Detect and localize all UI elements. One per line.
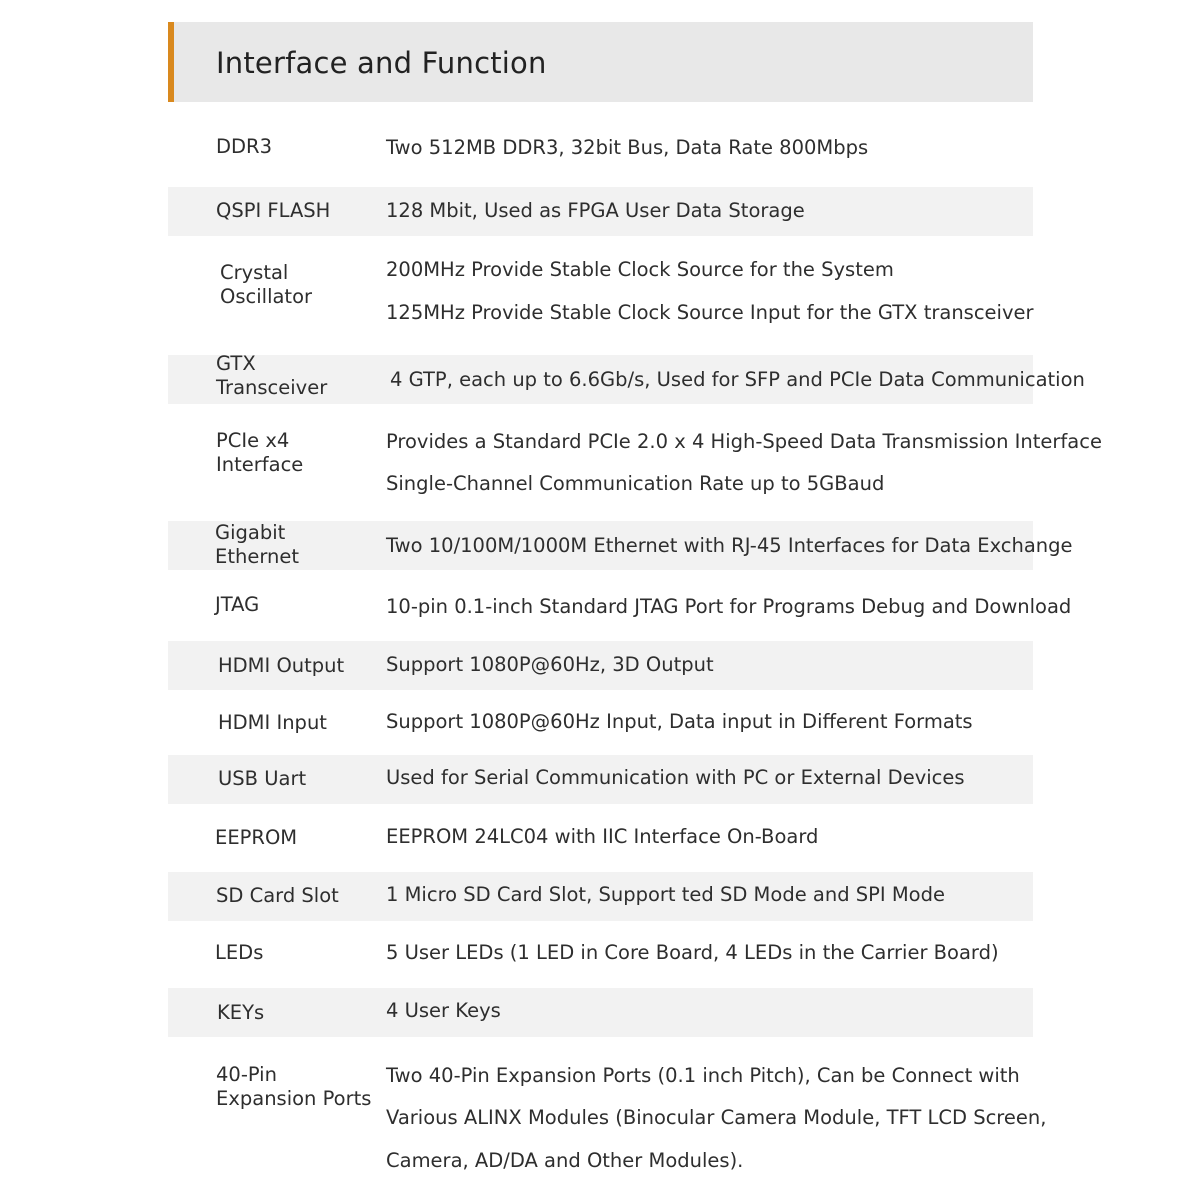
spec-label: EEPROM: [215, 826, 298, 849]
spec-label-line: Interface: [216, 453, 304, 476]
spec-label: USB Uart: [218, 767, 307, 790]
spec-label: [216, 429, 303, 477]
spec-value: Support 1080P@60Hz Input, Data input in Different Formats: [386, 710, 973, 733]
spec-row-usb-uart: [168, 755, 1033, 804]
spec-label: HDMI Input: [218, 711, 327, 734]
spec-value: 128 Mbit, Used as FPGA User Data Storage: [386, 199, 805, 222]
page-title: Interface and Function: [216, 46, 547, 80]
spec-row-pcie-x4-interface: [168, 418, 1102, 510]
spec-value: Two 40-Pin Expansion Ports (0.1 inch Pitch), Can be Connect with: [386, 1064, 1020, 1087]
spec-value: 200MHz Provide Stable Clock Source for the System: [386, 258, 894, 281]
spec-value: Used for Serial Communication with PC or External Devices: [386, 766, 965, 789]
spec-label: [216, 1063, 371, 1111]
spec-value: 125MHz Provide Stable Clock Source Input for the GTX transceiver: [386, 301, 1034, 324]
spec-label: LEDs: [215, 941, 264, 964]
spec-value: Two 512MB DDR3, 32bit Bus, Data Rate 800Mbps: [386, 136, 869, 159]
spec-row-jtag: [168, 582, 1072, 630]
spec-row-sd-card-slot: [168, 872, 1033, 921]
spec-value: Support 1080P@60Hz, 3D Output: [386, 653, 714, 676]
spec-row-hdmi-input: [168, 700, 1033, 748]
spec-label: HDMI Output: [218, 654, 345, 677]
spec-value: 10-pin 0.1-inch Standard JTAG Port for Programs Debug and Download: [386, 595, 1072, 618]
spec-value: Various ALINX Modules (Binocular Camera Module, TFT LCD Screen,: [386, 1106, 1047, 1129]
spec-row-crystal-oscillator: [168, 248, 1033, 340]
spec-value: 4 User Keys: [386, 999, 501, 1022]
spec-value: Single-Channel Communication Rate up to 5GBaud: [386, 472, 885, 495]
spec-label-line: Crystal: [220, 261, 289, 284]
spec-row-gigabit-ethernet: [168, 521, 1073, 570]
spec-label-line: Expansion Ports: [216, 1087, 372, 1110]
spec-label-line: Gigabit: [215, 521, 286, 544]
header-accent-bar: [168, 22, 174, 102]
spec-row-40-pin-expansion-ports: [168, 1052, 1047, 1188]
spec-label-line: Ethernet: [215, 545, 299, 568]
spec-label: KEYs: [217, 1001, 265, 1024]
spec-row-qspi-flash: [168, 187, 1033, 236]
spec-label: SD Card Slot: [216, 884, 339, 907]
spec-value: 5 User LEDs (1 LED in Core Board, 4 LEDs in the Carrier Board): [386, 941, 999, 964]
spec-value: EEPROM 24LC04 with IIC Interface On-Board: [386, 825, 819, 848]
spec-value: Two 10/100M/1000M Ethernet with RJ-45 Interfaces for Data Exchange: [386, 534, 1073, 557]
spec-label-line: 40-Pin: [216, 1063, 277, 1086]
spec-label: QSPI FLASH: [216, 199, 331, 222]
spec-value: 1 Micro SD Card Slot, Support ted SD Mode and SPI Mode: [386, 883, 945, 906]
section-header: [168, 22, 1033, 102]
spec-row-ddr3: [168, 124, 1033, 172]
spec-label: [220, 261, 312, 309]
spec-row-gtx-transceiver: [168, 352, 1085, 404]
spec-row-hdmi-output: [168, 641, 1033, 690]
spec-value: Camera, AD/DA and Other Modules).: [386, 1149, 744, 1172]
spec-label-line: Oscillator: [220, 285, 313, 308]
spec-label-line: Transceiver: [216, 376, 328, 399]
spec-row-eeprom: [168, 815, 1033, 863]
spec-value: Provides a Standard PCIe 2.0 x 4 High-Speed Data Transmission Interface: [386, 430, 1102, 453]
spec-label: JTAG: [215, 593, 260, 616]
spec-label: DDR3: [216, 135, 272, 158]
spec-label-line: GTX: [216, 352, 256, 375]
spec-row-keys: [168, 988, 1033, 1037]
spec-label: [216, 352, 327, 400]
spec-row-leds: [168, 930, 1033, 978]
spec-value: 4 GTP, each up to 6.6Gb/s, Used for SFP and PCIe Data Communication: [390, 368, 1085, 391]
spec-label-line: PCIe x4: [216, 429, 290, 452]
spec-label: [215, 521, 299, 569]
